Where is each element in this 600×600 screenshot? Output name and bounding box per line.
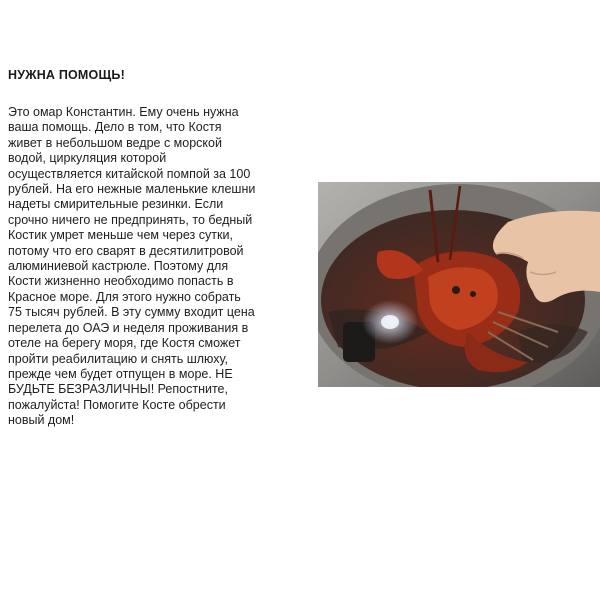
- body-line: надеты смирительные резинки. Если: [8, 197, 224, 212]
- body-line: пройти реабилитацию и снять шлюху,: [8, 351, 229, 366]
- body-line: потому что его сварят в десятилитровой: [8, 243, 244, 258]
- lobster-in-bucket-image: [318, 182, 600, 387]
- body-line: новый дом!: [8, 413, 75, 428]
- body-line: водой, циркуляция которой: [8, 151, 167, 166]
- body-line: рублей. На его нежные маленькие клешни: [8, 182, 256, 197]
- body-line: прежде чем будет отпущен в море. НЕ: [8, 366, 233, 381]
- body-line: Кости жизненно необходимо попасть в: [8, 274, 234, 289]
- body-line: осуществляется китайской помпой за 100: [8, 166, 251, 181]
- body-line: перелета до ОАЭ и неделя проживания в: [8, 320, 249, 335]
- body-line: Красное море. Для этого нужно собрать: [8, 289, 241, 304]
- body-line: живет в небольшом ведре с морской: [8, 135, 222, 150]
- body-line: алюминиевой кастрюле. Поэтому для: [8, 259, 229, 274]
- body-line: срочно ничего не предпринять, то бедный: [8, 212, 253, 227]
- body-line: Это омар Константин. Ему очень нужна: [8, 105, 239, 119]
- body-line: 75 тысяч рублей. В эту сумму входит цена: [8, 305, 255, 320]
- post-body: [8, 105, 308, 429]
- body-line: БУДЬТЕ БЕЗРАЗЛИЧНЫ! Репостните,: [8, 382, 228, 397]
- post-title: НУЖНА ПОМОЩЬ!: [8, 68, 125, 82]
- body-line: ваша помощь. Дело в том, что Костя: [8, 120, 222, 135]
- body-line: пожалуйста! Помогите Косте обрести: [8, 397, 226, 412]
- lobster-photo: [318, 182, 600, 387]
- body-line: Костик умрет меньше чем через сутки,: [8, 228, 233, 243]
- body-line: отеле на берегу моря, где Костя сможет: [8, 336, 241, 351]
